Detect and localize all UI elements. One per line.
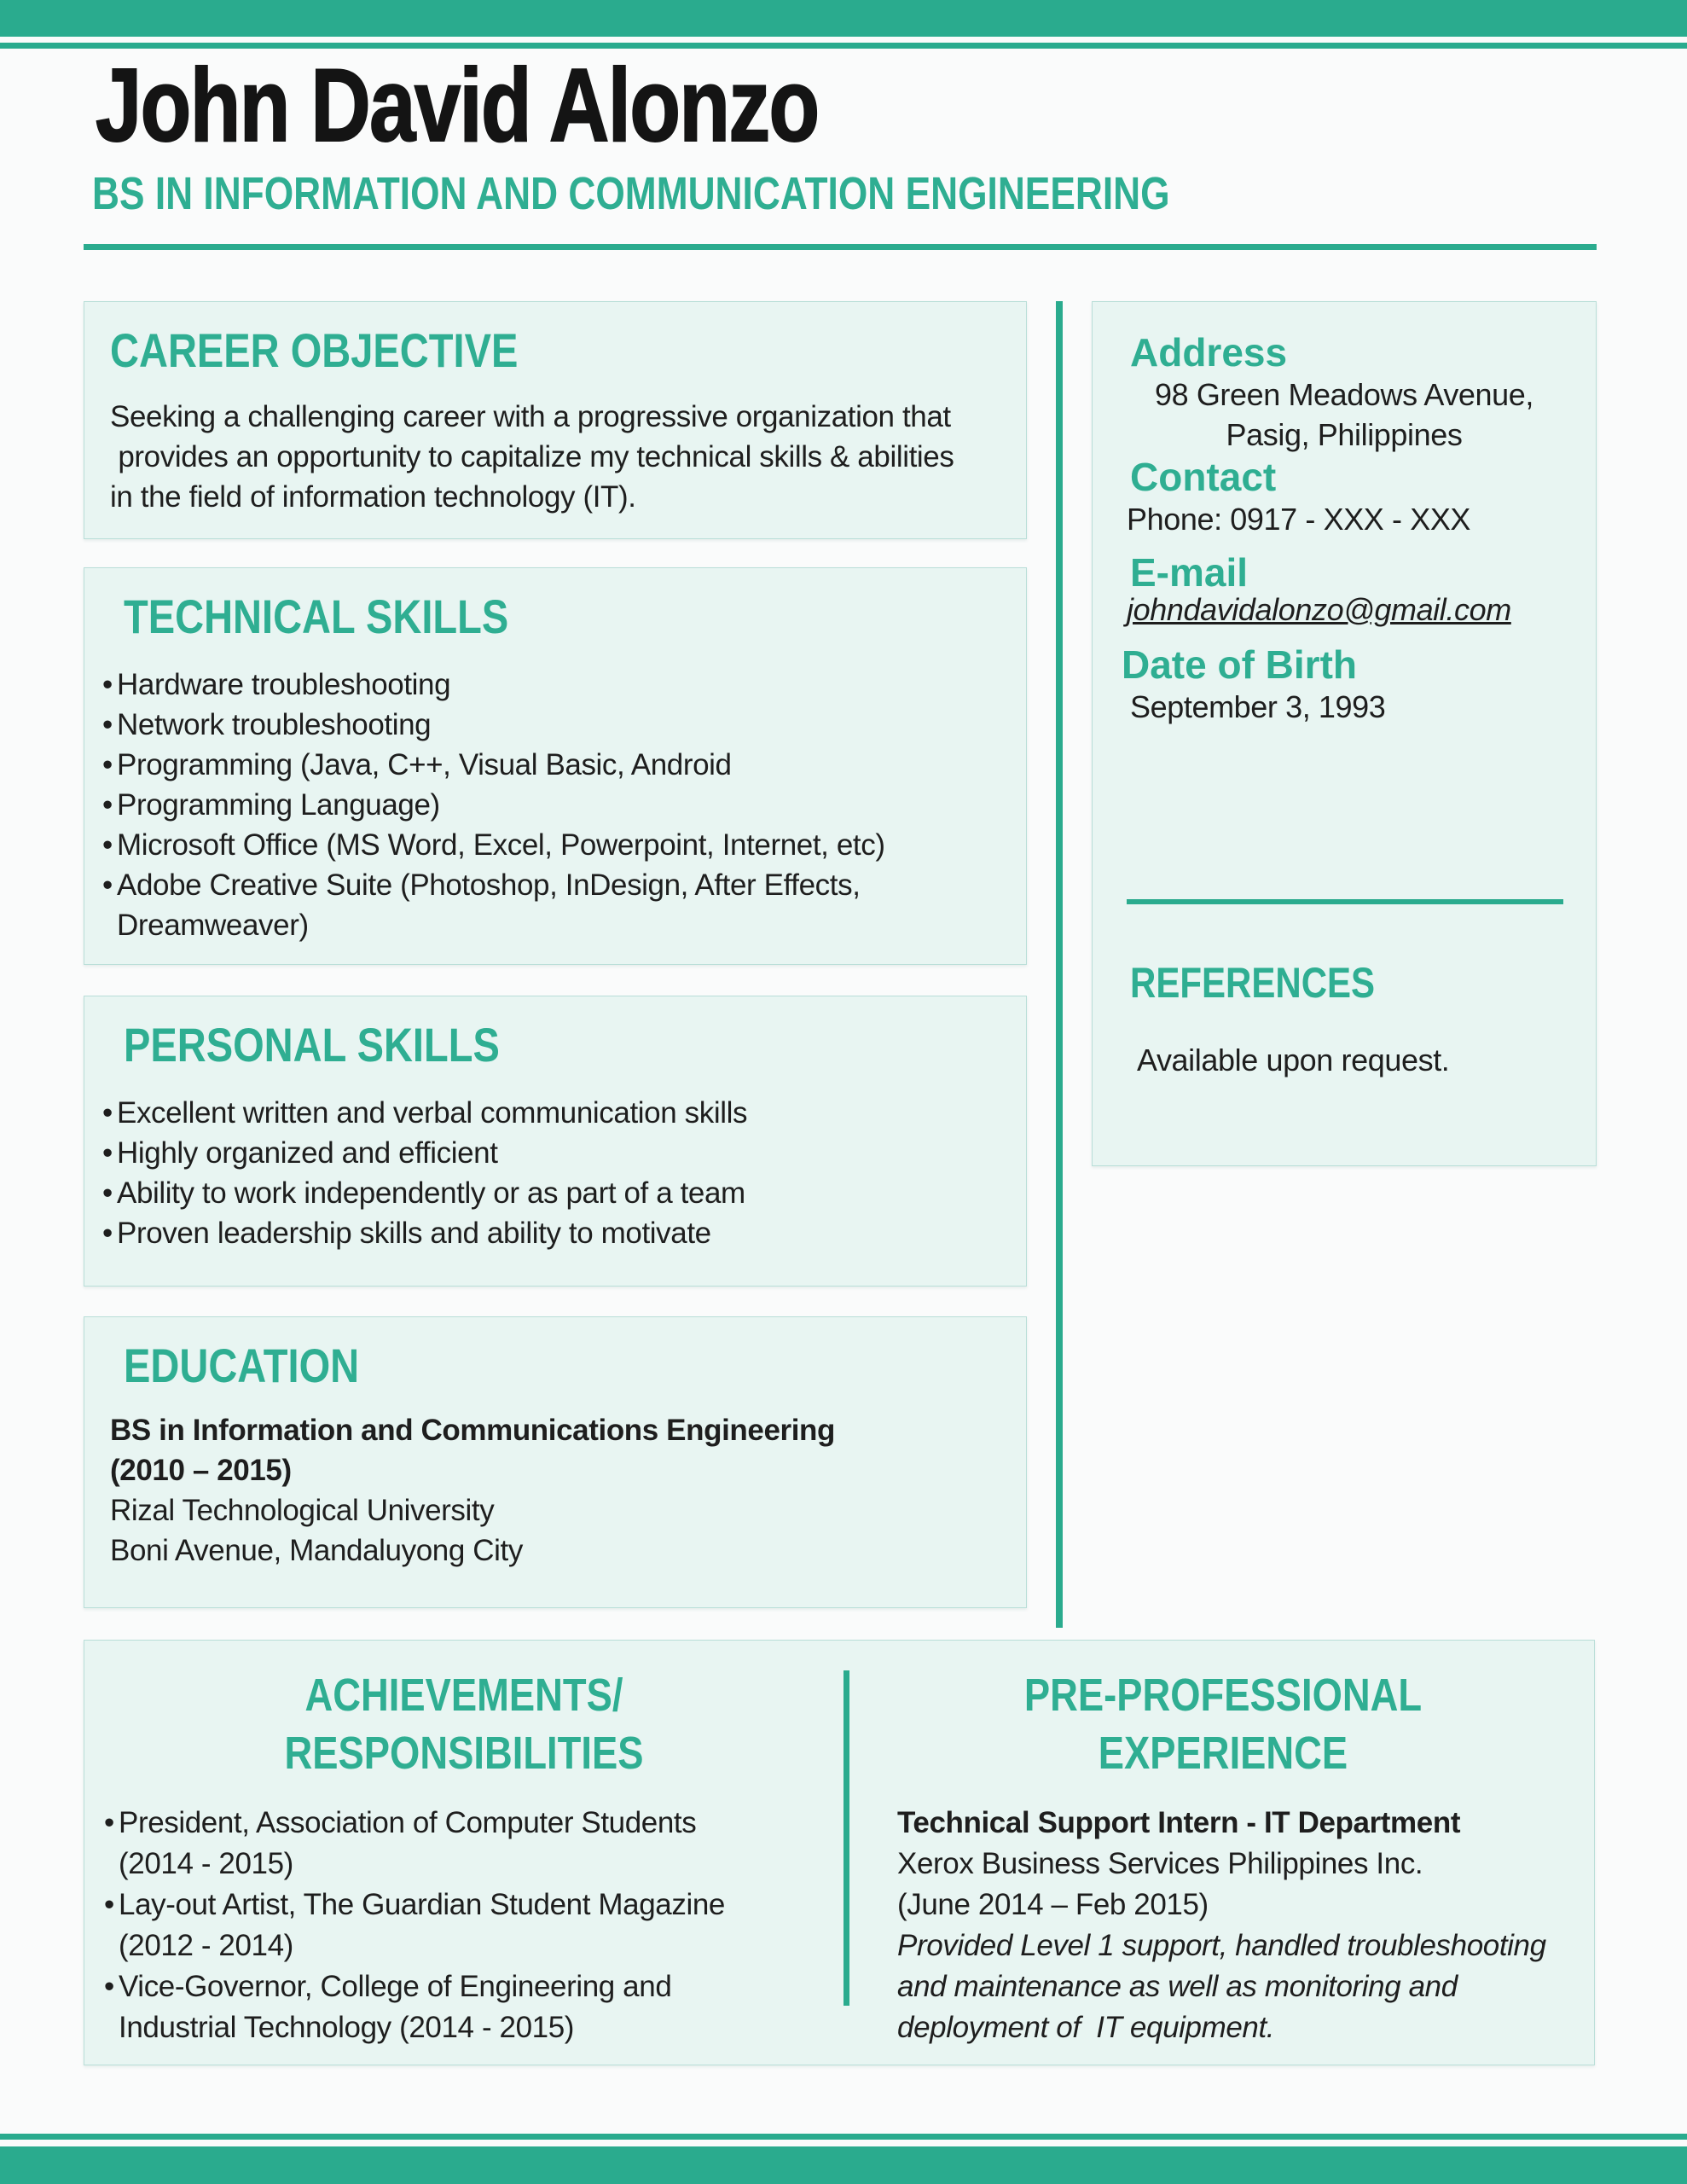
bullet-icon: • [102, 828, 113, 862]
education-degree: BS in Information and Communications Engineering [110, 1413, 836, 1447]
career-objective-heading: CAREER OBJECTIVE [110, 323, 519, 377]
address-line: Pasig, Philippines [1226, 417, 1463, 452]
career-line: in the field of information technology (IT). [110, 479, 636, 514]
bullet-icon: • [104, 1970, 114, 2003]
career-objective-panel [84, 301, 1027, 539]
experience-section [850, 1641, 1596, 2048]
technical-skills-heading: TECHNICAL SKILLS [124, 590, 509, 643]
bullet-icon: • [102, 1095, 113, 1130]
bullet-icon: • [102, 787, 113, 822]
experience-description-line: deployment of IT equipment. [897, 2011, 1275, 2044]
list-item: • Highly organized and efficient [102, 1133, 1026, 1173]
list-item-continuation: (2012 - 2014) [119, 1929, 293, 1962]
experience-heading-line1: PRE-PROFESSIONAL [1023, 1670, 1423, 1721]
bullet-icon: • [104, 1806, 114, 1839]
achievements-heading-line2: RESPONSIBILITIES [284, 1728, 644, 1779]
bottom-panel [84, 1640, 1595, 2065]
contact-heading: Contact [1130, 455, 1277, 499]
email-heading: E-mail [1130, 550, 1249, 595]
date-of-birth-heading: Date of Birth [1122, 642, 1357, 687]
degree-subtitle: BS IN INFORMATION AND COMMUNICATION ENGINEERING [92, 168, 1170, 219]
list-item-continuation: Dreamweaver) [117, 908, 309, 942]
bullet-icon: • [102, 667, 113, 701]
bullet-icon: • [102, 1176, 113, 1210]
career-line: Seeking a challenging career with a progressive organization that [110, 399, 951, 433]
list-item: • Hardware troubleshooting [102, 665, 1026, 705]
career-objective-text [110, 397, 1000, 517]
column-divider [1056, 301, 1063, 1628]
list-item: • Excellent written and verbal communication skills [102, 1093, 1026, 1133]
date-of-birth-value: September 3, 1993 [1130, 689, 1386, 724]
experience-period: (June 2014 – Feb 2015) [897, 1888, 1209, 1921]
email-link[interactable]: johndavidalonzo@gmail.com [1127, 592, 1511, 627]
education-school: Rizal Technological University [110, 1493, 495, 1527]
list-item: • Lay-out Artist, The Guardian Student Magazine [104, 1885, 844, 1926]
technical-skills-panel [84, 567, 1027, 965]
list-item: • President, Association of Computer Students [104, 1803, 844, 1844]
top-accent-bar [0, 0, 1687, 37]
bullet-icon: • [102, 747, 113, 781]
bullet-icon: • [102, 868, 113, 902]
experience-details [897, 1803, 1570, 2048]
sidebar-divider-rule [1127, 899, 1563, 904]
technical-skills-list [102, 665, 1026, 945]
contact-info-panel [1092, 301, 1597, 1166]
bullet-icon: • [102, 1216, 113, 1250]
list-item: • Microsoft Office (MS Word, Excel, Powerpoint, Internet, etc) [102, 825, 1026, 865]
address-heading: Address [1130, 330, 1288, 375]
bullet-icon: • [102, 1136, 113, 1170]
bullet-icon: • [102, 707, 113, 741]
references-heading: REFERENCES [1130, 959, 1376, 1007]
achievements-heading-line1: ACHIEVEMENTS/ [304, 1670, 623, 1721]
header-rule [84, 244, 1597, 250]
list-item: • Network troubleshooting [102, 705, 1026, 745]
list-item: • Ability to work independently or as part of a team [102, 1173, 1026, 1213]
bullet-icon: • [104, 1888, 114, 1921]
list-item: • Vice-Governor, College of Engineering and [104, 1966, 844, 2007]
bottom-accent-bar [0, 2146, 1687, 2184]
list-item: • Programming (Java, C++, Visual Basic, Android [102, 745, 1026, 785]
personal-skills-panel [84, 996, 1027, 1287]
education-years: (2010 – 2015) [110, 1453, 292, 1487]
personal-skills-list [102, 1093, 1026, 1253]
list-item: • Adobe Creative Suite (Photoshop, InDesign, After Effects, [102, 865, 1026, 905]
experience-heading-line2: EXPERIENCE [1098, 1728, 1348, 1779]
education-panel [84, 1316, 1027, 1608]
bottom-accent-line [0, 2134, 1687, 2140]
list-item-continuation: Industrial Technology (2014 - 2015) [119, 2011, 575, 2044]
bottom-section-divider [844, 1670, 849, 2006]
achievements-section [84, 1641, 844, 2048]
career-line: provides an opportunity to capitalize my technical skills & abilities [110, 439, 954, 473]
address-line: 98 Green Meadows Avenue, [1154, 377, 1534, 412]
education-school-address: Boni Avenue, Mandaluyong City [110, 1533, 523, 1567]
experience-description-line: Provided Level 1 support, handled troubleshooting [897, 1929, 1546, 1962]
education-heading: EDUCATION [124, 1339, 360, 1392]
list-item: • Programming Language) [102, 785, 1026, 825]
experience-job-title: Technical Support Intern - IT Department [897, 1806, 1461, 1839]
experience-description-line: and maintenance as well as monitoring and [897, 1970, 1458, 2003]
person-name: John David Alonzo [96, 47, 819, 163]
experience-company: Xerox Business Services Philippines Inc. [897, 1847, 1423, 1880]
achievements-list [104, 1803, 844, 2048]
references-note: Available upon request. [1137, 1043, 1450, 1077]
list-item: • Proven leadership skills and ability to motivate [102, 1213, 1026, 1253]
phone-number: Phone: 0917 - XXX - XXX [1127, 502, 1471, 537]
personal-skills-heading: PERSONAL SKILLS [124, 1018, 500, 1072]
list-item-continuation: (2014 - 2015) [119, 1847, 293, 1880]
education-details [110, 1410, 1026, 1571]
